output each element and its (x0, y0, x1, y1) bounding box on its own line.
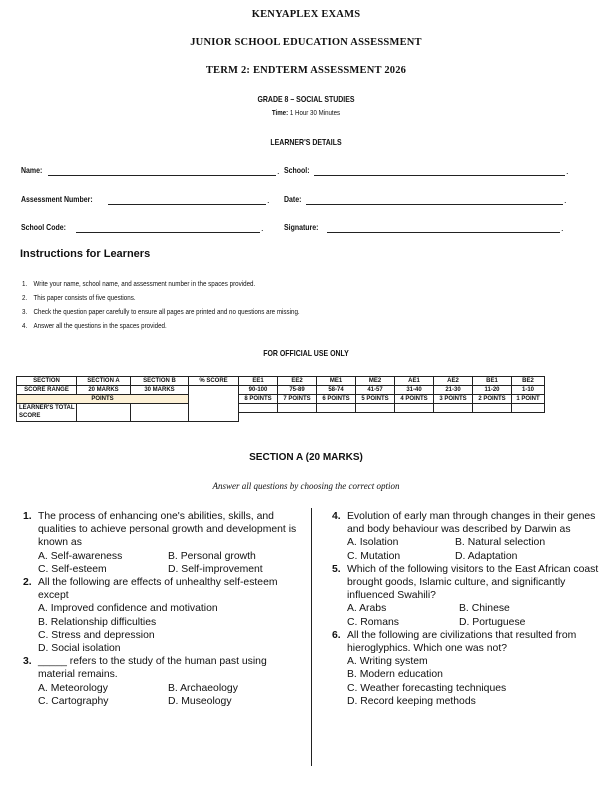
question-3 (20, 655, 302, 708)
question-text: Which of the following visitors to the East African coast brought goods, Islamic culture, and significantly influenced Swahili? (347, 563, 599, 602)
school-label: School: (284, 165, 310, 175)
table-cell: 75-89 (278, 386, 317, 395)
table-cell (317, 404, 356, 413)
table-cell: 7 POINTS (278, 395, 317, 404)
table-cell: EE1 (239, 377, 278, 386)
school-code-field[interactable] (76, 232, 260, 233)
table-cell: ME2 (356, 377, 395, 386)
table-row (17, 377, 545, 386)
table-cell: 1 POINT (512, 395, 545, 404)
name-label: Name: (21, 165, 43, 175)
option[interactable]: A. Self-awareness (38, 550, 123, 562)
table-row (17, 395, 545, 404)
table-cell: ME1 (317, 377, 356, 386)
option[interactable]: A. Improved confidence and motivation (38, 603, 218, 615)
option[interactable]: B. Personal growth (168, 550, 256, 562)
option[interactable]: B. Modern education (347, 669, 443, 681)
table-cell: SECTION B (131, 377, 189, 386)
option[interactable]: C. Romans (347, 616, 399, 628)
option[interactable]: C. Mutation (347, 550, 401, 562)
dot: . (561, 223, 564, 233)
official-use-heading: FOR OFFICIAL USE ONLY (263, 348, 349, 358)
table-cell (512, 404, 545, 413)
question-5 (329, 563, 601, 629)
question-number: 2. (23, 577, 32, 589)
table-row (17, 386, 545, 395)
table-cell (189, 386, 239, 422)
table-cell: BE2 (512, 377, 545, 386)
question-number: 3. (23, 656, 32, 668)
option[interactable]: B. Natural selection (455, 537, 546, 549)
question-6 (329, 629, 601, 708)
school-code-label: School Code: (21, 222, 66, 232)
table-cell: 30 MARKS (131, 386, 189, 395)
question-4 (329, 510, 601, 563)
question-text: The process of enhancing one's abilities, skills, and qualities to achieve personal growth and development is known as (38, 511, 297, 549)
table-cell: SCORE RANGE (17, 386, 77, 395)
instruction-item: 2. This paper consists of five questions. (22, 293, 136, 302)
score-table (16, 376, 545, 422)
question-text: _____ refers to the study of the human past using material remains. (38, 656, 267, 681)
instruction-item: 1. Write your name, school name, and assessment number in the spaces provided. (22, 279, 256, 288)
time-line (55, 108, 557, 117)
option[interactable]: D. Record keeping methods (347, 695, 476, 707)
question-number: 6. (332, 629, 341, 641)
table-cell: AE2 (434, 377, 473, 386)
table-cell: SECTION A (77, 377, 131, 386)
table-cell: 5 POINTS (356, 395, 395, 404)
section-a-instruction: Answer all questions by choosing the correct option (212, 481, 400, 491)
option[interactable]: D. Social isolation (38, 643, 121, 655)
option[interactable]: A. Arabs (347, 603, 387, 615)
question-number: 5. (332, 563, 341, 575)
table-cell (395, 404, 434, 413)
table-row (17, 404, 545, 413)
date-field[interactable] (306, 204, 563, 205)
assessment-title: JUNIOR SCHOOL EDUCATION ASSESSMENT (190, 37, 422, 48)
table-cell[interactable] (131, 404, 189, 422)
learner-details-heading: LEARNER'S DETAILS (270, 137, 342, 147)
question-number: 4. (332, 511, 341, 522)
question-text: Evolution of early man through changes in their genes and body behaviour was described by Darwin as (347, 511, 596, 536)
option[interactable]: A. Isolation (347, 537, 399, 549)
table-cell: 6 POINTS (317, 395, 356, 404)
table-cell (356, 404, 395, 413)
dot: . (277, 166, 280, 176)
table-cell: 2 POINTS (473, 395, 512, 404)
table-cell (239, 413, 545, 422)
table-cell: 11-20 (473, 386, 512, 395)
dot: . (566, 166, 569, 176)
dot: . (564, 195, 567, 205)
question-1 (20, 510, 302, 576)
questions-left-column (20, 510, 302, 708)
option[interactable]: C. Self-esteem (38, 563, 107, 575)
table-cell: 3 POINTS (434, 395, 473, 404)
instruction-item: 4. Answer all the questions in the spaces provided. (22, 321, 167, 330)
table-cell: 90-100 (239, 386, 278, 395)
time-label: Time: (271, 108, 289, 117)
table-cell: 21-30 (434, 386, 473, 395)
table-cell: EE2 (278, 377, 317, 386)
signature-field[interactable] (327, 232, 560, 233)
time-value: 1 Hour 30 Minutes (289, 108, 341, 117)
date-label: Date: (284, 194, 302, 204)
assessment-number-label: Assessment Number: (21, 194, 93, 204)
question-text: All the following are effects of unhealthy self-esteem except (38, 577, 278, 602)
option[interactable]: C. Cartography (38, 695, 109, 707)
table-cell: POINTS (17, 395, 189, 404)
exam-body-title: KENYAPLEX EXAMS (251, 9, 361, 20)
table-cell: LEARNER'S TOTAL SCORE (17, 404, 77, 422)
table-cell: AE1 (395, 377, 434, 386)
question-text: All the following are civilizations that resulted from hieroglyphics. Which one was not? (347, 629, 577, 655)
section-a-title: SECTION A (20 MARKS) (249, 452, 363, 463)
table-cell (239, 404, 278, 413)
option[interactable]: D. Self-improvement (168, 563, 263, 575)
option[interactable]: D. Museology (168, 695, 232, 707)
table-cell: 8 POINTS (239, 395, 278, 404)
table-cell: 58-74 (317, 386, 356, 395)
table-cell (278, 404, 317, 413)
question-2 (20, 576, 302, 655)
table-cell (434, 404, 473, 413)
option[interactable]: C. Weather forecasting techniques (347, 682, 507, 694)
assessment-number-field[interactable] (108, 204, 266, 205)
option[interactable]: B. Relationship difficulties (38, 616, 157, 628)
grade-subject: GRADE 8 – SOCIAL STUDIES (257, 94, 355, 104)
table-cell (473, 404, 512, 413)
option[interactable]: C. Stress and depression (38, 629, 155, 641)
option[interactable]: D. Adaptation (455, 550, 518, 562)
option[interactable]: D. Portuguese (459, 616, 526, 628)
question-number: 1. (23, 511, 32, 522)
option[interactable]: A. Meteorology (38, 682, 108, 694)
name-field[interactable] (48, 175, 276, 176)
column-divider (311, 508, 312, 766)
term-title: TERM 2: ENDTERM ASSESSMENT 2026 (205, 65, 407, 76)
school-field[interactable] (314, 175, 565, 176)
table-cell: % SCORE (189, 377, 239, 386)
signature-label: Signature: (284, 222, 319, 232)
table-cell: 4 POINTS (395, 395, 434, 404)
table-cell: 41-57 (356, 386, 395, 395)
table-cell[interactable] (77, 404, 131, 422)
table-cell: 31-40 (395, 386, 434, 395)
table-cell: 1-10 (512, 386, 545, 395)
table-cell: 20 MARKS (77, 386, 131, 395)
table-cell: BE1 (473, 377, 512, 386)
instructions-title: Instructions for Learners (20, 248, 151, 260)
questions-right-column (329, 510, 601, 708)
table-cell: SECTION (17, 377, 77, 386)
option[interactable]: B. Archaeology (168, 682, 238, 694)
instruction-item: 3. Check the question paper carefully to ensure all pages are printed and no questions are missing. (22, 307, 300, 316)
dot: . (267, 195, 270, 205)
option[interactable]: A. Writing system (347, 656, 428, 668)
option[interactable]: B. Chinese (459, 603, 510, 615)
dot: . (261, 223, 264, 233)
